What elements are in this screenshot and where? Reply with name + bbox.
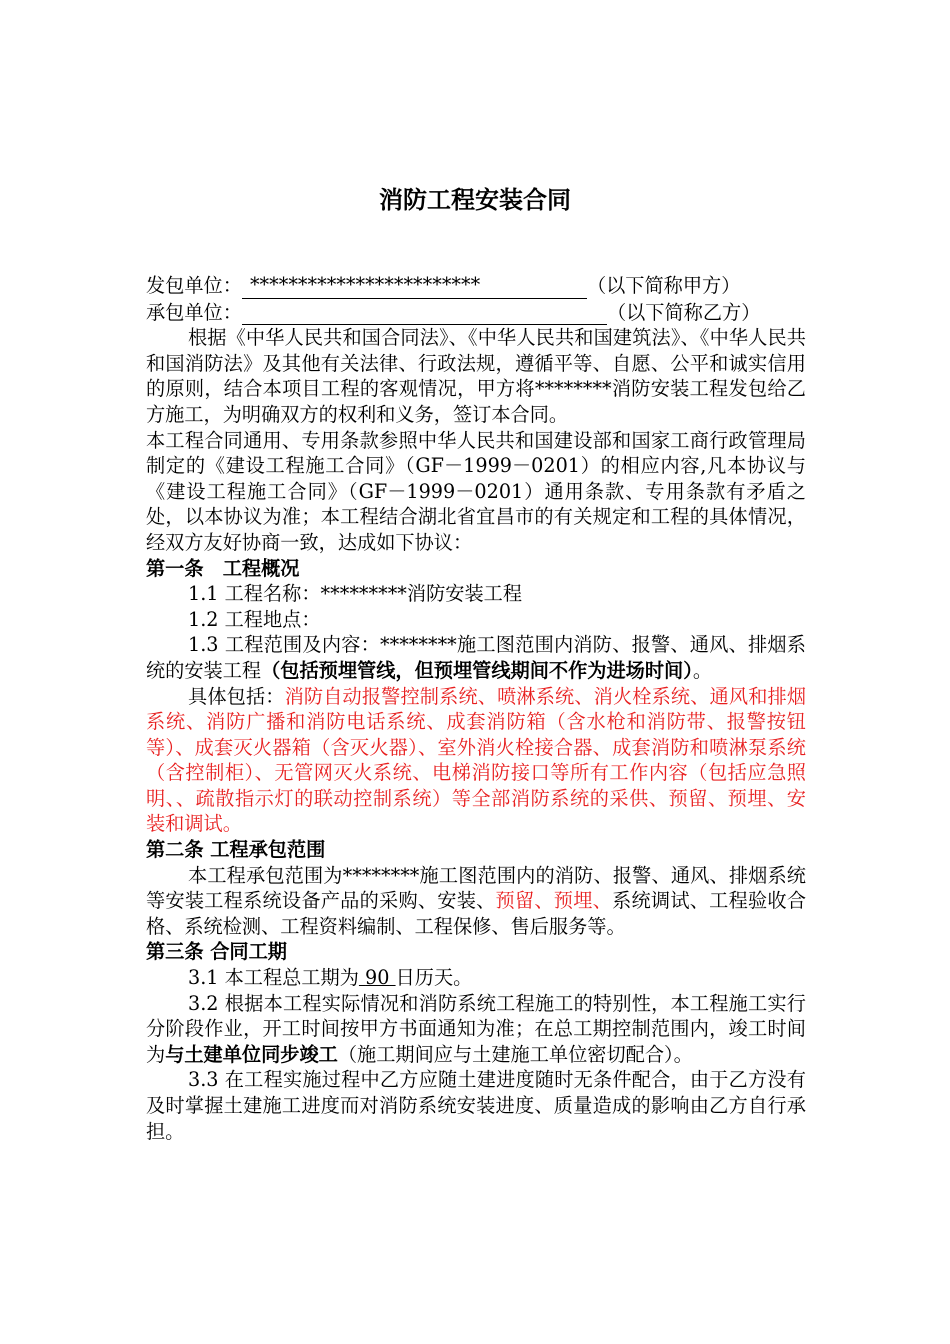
- article-1-detail: [146, 684, 806, 838]
- article-1-item-1: 1.1 工程名称：*********消防安装工程: [188, 582, 523, 606]
- article-1-item-3: [146, 632, 806, 683]
- item-3-end: 。: [692, 658, 713, 682]
- item-3-2-text-b: （施工期间应与土建施工单位密切配合）。: [337, 1042, 693, 1066]
- item-3-text: 1.3 工程范围及内容：********施工图范围内消防、报警、通风、排烟系统的安装工程: [146, 633, 806, 682]
- article-1-item-2: 1.2 工程地点：: [188, 607, 321, 631]
- article-2-text-b: 系统调试、工程验收合格、系统检测、工程资料编制、工程保修、售后服务等。: [146, 889, 807, 938]
- document-body: [146, 0, 806, 1144]
- article-2-text-a: 本工程承包范围为********施工图范围内的消防、报警、通风、排烟系统等安装工程系统设备产品的采购、安装、: [146, 863, 806, 913]
- employer-field: [242, 272, 587, 299]
- contractor-field: [242, 299, 607, 326]
- document-title: 消防工程安装合同: [379, 186, 571, 214]
- article-3-item-3: 3.3 在工程实施过程中乙方应随土建进度随时无条件配合，由于乙方没有及时掌握土建施工进度而对消防系统安装进度、质量造成的影响由乙方自行承担。: [146, 1068, 806, 1143]
- employer-row: [146, 272, 806, 299]
- article-3-item-1: [146, 965, 806, 991]
- detail-label: 具体包括：: [188, 684, 285, 708]
- article-2-heading: 第二条 工程承包范围: [146, 838, 326, 862]
- article-2-text: [146, 863, 806, 940]
- article-1-heading: 第一条 工程概况: [146, 556, 300, 580]
- item-3-bold-note: （包括预埋管线，但预埋管线期间不作为进场时间）: [261, 658, 693, 682]
- article-2-red-text: 预留、预埋、: [495, 889, 613, 913]
- total-days-value: [359, 966, 396, 989]
- article-3-item-2: [146, 991, 806, 1068]
- employer-suffix: （以下简称甲方）: [586, 274, 741, 297]
- employer-label: 发包单位：: [146, 274, 242, 297]
- total-days-number: 90: [365, 966, 390, 990]
- item-3-1-text-a: 3.1 本工程总工期为: [188, 966, 359, 990]
- contractor-row: [146, 299, 806, 326]
- item-3-1-text-b: 日历天。: [395, 966, 473, 990]
- article-3-heading: 第三条 合同工期: [146, 940, 287, 964]
- contractor-suffix: （以下简称乙方）: [606, 300, 761, 324]
- contractor-label: 承包单位：: [146, 300, 242, 324]
- detail-red-text: 消防自动报警控制系统、喷淋系统、消火栓系统、通风和排烟系统、消防广播和消防电话系统、成套消防箱（含水枪和消防带、报警按钮等）、成套灭火器箱（含灭火器）、室外消火栓接合器、成套消防和喷淋泵系统（含控制柜）、无管网灭火系统、电梯消防接口等所有工作内容（包括应急照明、、疏散指示灯的联动控制系统）等全部消防系统的采供、预留、预埋、安装和调试。: [146, 684, 807, 836]
- item-3-2-bold: 与土建单位同步竣工: [165, 1042, 338, 1066]
- intro-paragraph-1: 根据《中华人民共和国合同法》、《中华人民共和国建筑法》、《中华人民共和国消防法》及其他有关法律、行政法规，遵循平等、自愿、公平和诚实信用的原则，结合本项目工程的客观情况，甲方将********消防安装工程发包给乙方施工，为明确双方的权利和义务，签订本合同。: [146, 326, 806, 426]
- item-3-2-text-a: 3.2 根据本工程实际情况和消防系统工程施工的特别性，本工程施工实行分阶段作业，开工时间按甲方书面通知为准；在总工期控制范围内，竣工时间为: [146, 991, 806, 1066]
- employer-value: ************************: [249, 273, 481, 296]
- intro-paragraph-2: 本工程合同通用、专用条款参照中华人民共和国建设部和国家工商行政管理局制定的《建设工程施工合同》（GF－1999－0201）的相应内容,凡本协议与《建设工程施工合同》（GF－1999－0201）通用条款、专用条款有矛盾之处，以本协议为准；本工程结合湖北省宜昌市的有关规定和工程的具体情况，经双方友好协商一致，达成如下协议：: [146, 428, 806, 554]
